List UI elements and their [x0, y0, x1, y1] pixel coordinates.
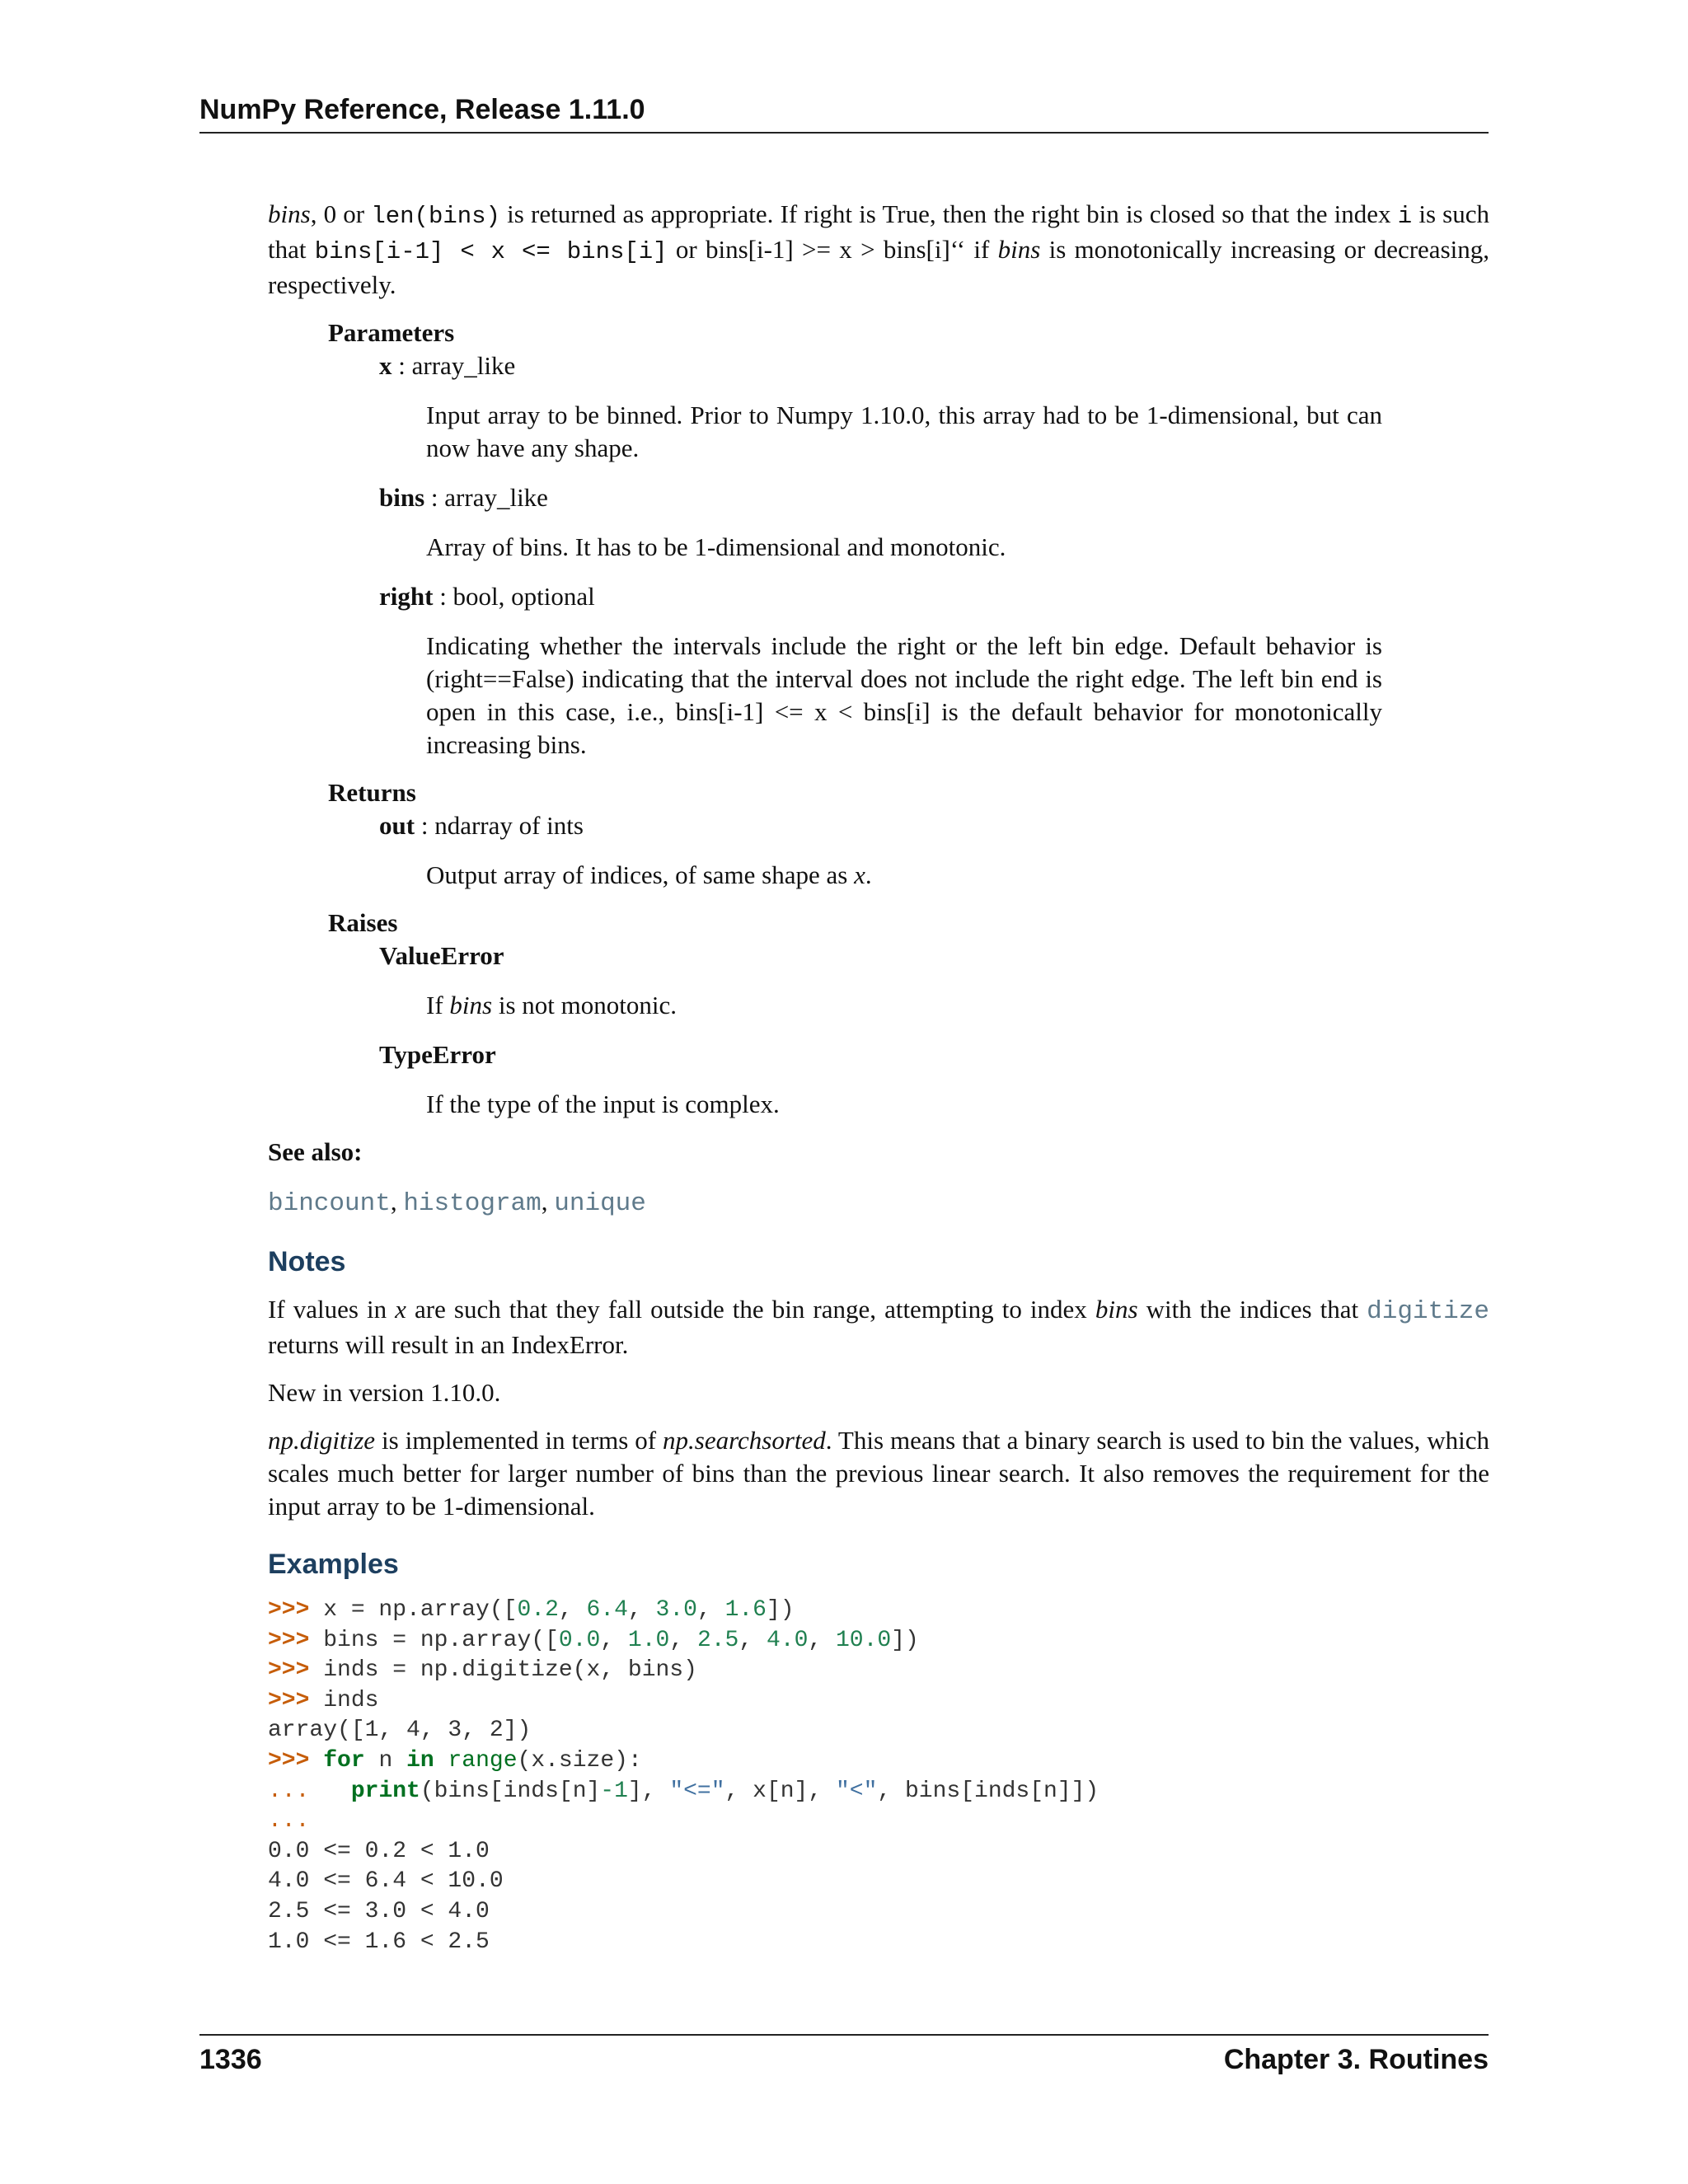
code-line: ... — [268, 1808, 310, 1835]
intro-code-cond: bins[i-1] < x <= bins[i] — [314, 238, 668, 265]
link-unique[interactable]: unique — [554, 1189, 646, 1218]
see-also-links: bincount, histogram, unique — [268, 1187, 646, 1218]
param-right-desc: Indicating whether the intervals include the right or the left bin edge. Default behavior is (right==False) indicating that the interval does not include the right edge. The left bin end is open in this case, i.e., bins[i-1] <= x < bins[i] is the default behavior for monotonically increasing bins. — [426, 631, 1382, 759]
link-digitize[interactable]: digitize — [1367, 1297, 1489, 1326]
version-note: New in version 1.10.0. — [268, 1378, 501, 1407]
parameters-body — [379, 349, 1489, 762]
code-line: ... print(bins[inds[n]-1], "<=", x[n], "<", bins[inds[n]]) — [268, 1778, 1100, 1804]
code-line: >>> bins = np.array([0.0, 1.0, 2.5, 4.0, 10.0]) — [268, 1627, 919, 1653]
return-out: out : ndarray of ints — [379, 811, 584, 840]
returns-body — [379, 809, 1489, 892]
page-number: 1336 — [199, 2044, 262, 2075]
running-footer — [199, 2034, 1489, 2077]
see-also-heading: See also: — [268, 1137, 363, 1166]
page-content — [268, 198, 1489, 1957]
code-output-line: array([1, 4, 3, 2]) — [268, 1718, 532, 1744]
code-line: >>> for n in range(x.size): — [268, 1747, 642, 1774]
code-output-line: 4.0 <= 6.4 < 10.0 — [268, 1868, 504, 1895]
raise-valueerror: ValueError — [379, 941, 504, 970]
raises-heading: Raises — [328, 908, 398, 937]
returns-heading: Returns — [328, 778, 416, 807]
notes-heading: Notes — [268, 1246, 346, 1277]
example-code-block — [268, 1596, 1489, 1957]
code-line: >>> inds — [268, 1687, 379, 1713]
header-title: NumPy Reference, Release 1.11.0 — [199, 94, 645, 125]
param-x: x : array_like — [379, 351, 516, 380]
code-output-line: 1.0 <= 1.6 < 2.5 — [268, 1929, 490, 1955]
param-bins: bins : array_like — [379, 483, 548, 512]
field-list — [328, 316, 1489, 1121]
intro-code-i: i — [1397, 203, 1413, 230]
raises-body — [379, 940, 1489, 1121]
code-line: >>> x = np.array([0.2, 6.4, 3.0, 1.6]) — [268, 1597, 795, 1623]
intro-paragraph: bins, 0 or len(bins) is returned as appropriate. If right is True, then the right bin is closed so that the index i is such that bins[i-1] < x <= bins[i] or bins[i-1] >= x > bins[i]‘‘ if bins is monotonically increasing or decreasing, respectively. — [268, 199, 1490, 299]
code-output-line: 2.5 <= 3.0 < 4.0 — [268, 1898, 490, 1924]
raise-typeerror-desc: If the type of the input is complex. — [426, 1090, 780, 1118]
param-right: right : bool, optional — [379, 582, 595, 611]
running-header — [199, 92, 1489, 134]
notes-paragraph-3: np.digitize is implemented in terms of np.searchsorted. This means that a binary search is used to bin the values, which scales much better for larger number of bins than the previous linear search. It also removes the requirement for the input array to be 1-dimensional. — [268, 1426, 1490, 1521]
notes-paragraph-1: If values in x are such that they fall outside the bin range, attempting to index bins with the indices that digitize returns will result in an IndexError. — [268, 1295, 1489, 1359]
param-x-desc: Input array to be binned. Prior to Numpy 1.10.0, this array had to be 1-dimensional, but can now have any shape. — [426, 401, 1382, 462]
param-bins-desc: Array of bins. It has to be 1-dimensional and monotonic. — [426, 532, 1006, 561]
code-output-line: 0.0 <= 0.2 < 1.0 — [268, 1838, 490, 1864]
raise-typeerror: TypeError — [379, 1040, 496, 1069]
examples-heading: Examples — [268, 1549, 399, 1580]
intro-code-len: len(bins) — [371, 203, 500, 230]
parameters-heading: Parameters — [328, 318, 455, 347]
return-out-desc: Output array of indices, of same shape as x. — [426, 860, 872, 889]
raise-valueerror-desc: If bins is not monotonic. — [426, 991, 677, 1019]
link-bincount[interactable]: bincount — [268, 1189, 391, 1218]
code-line: >>> inds = np.digitize(x, bins) — [268, 1657, 697, 1684]
intro-bins-em: bins — [268, 199, 311, 228]
link-histogram[interactable]: histogram — [403, 1189, 542, 1218]
chapter-title: Chapter 3. Routines — [1223, 2044, 1489, 2075]
